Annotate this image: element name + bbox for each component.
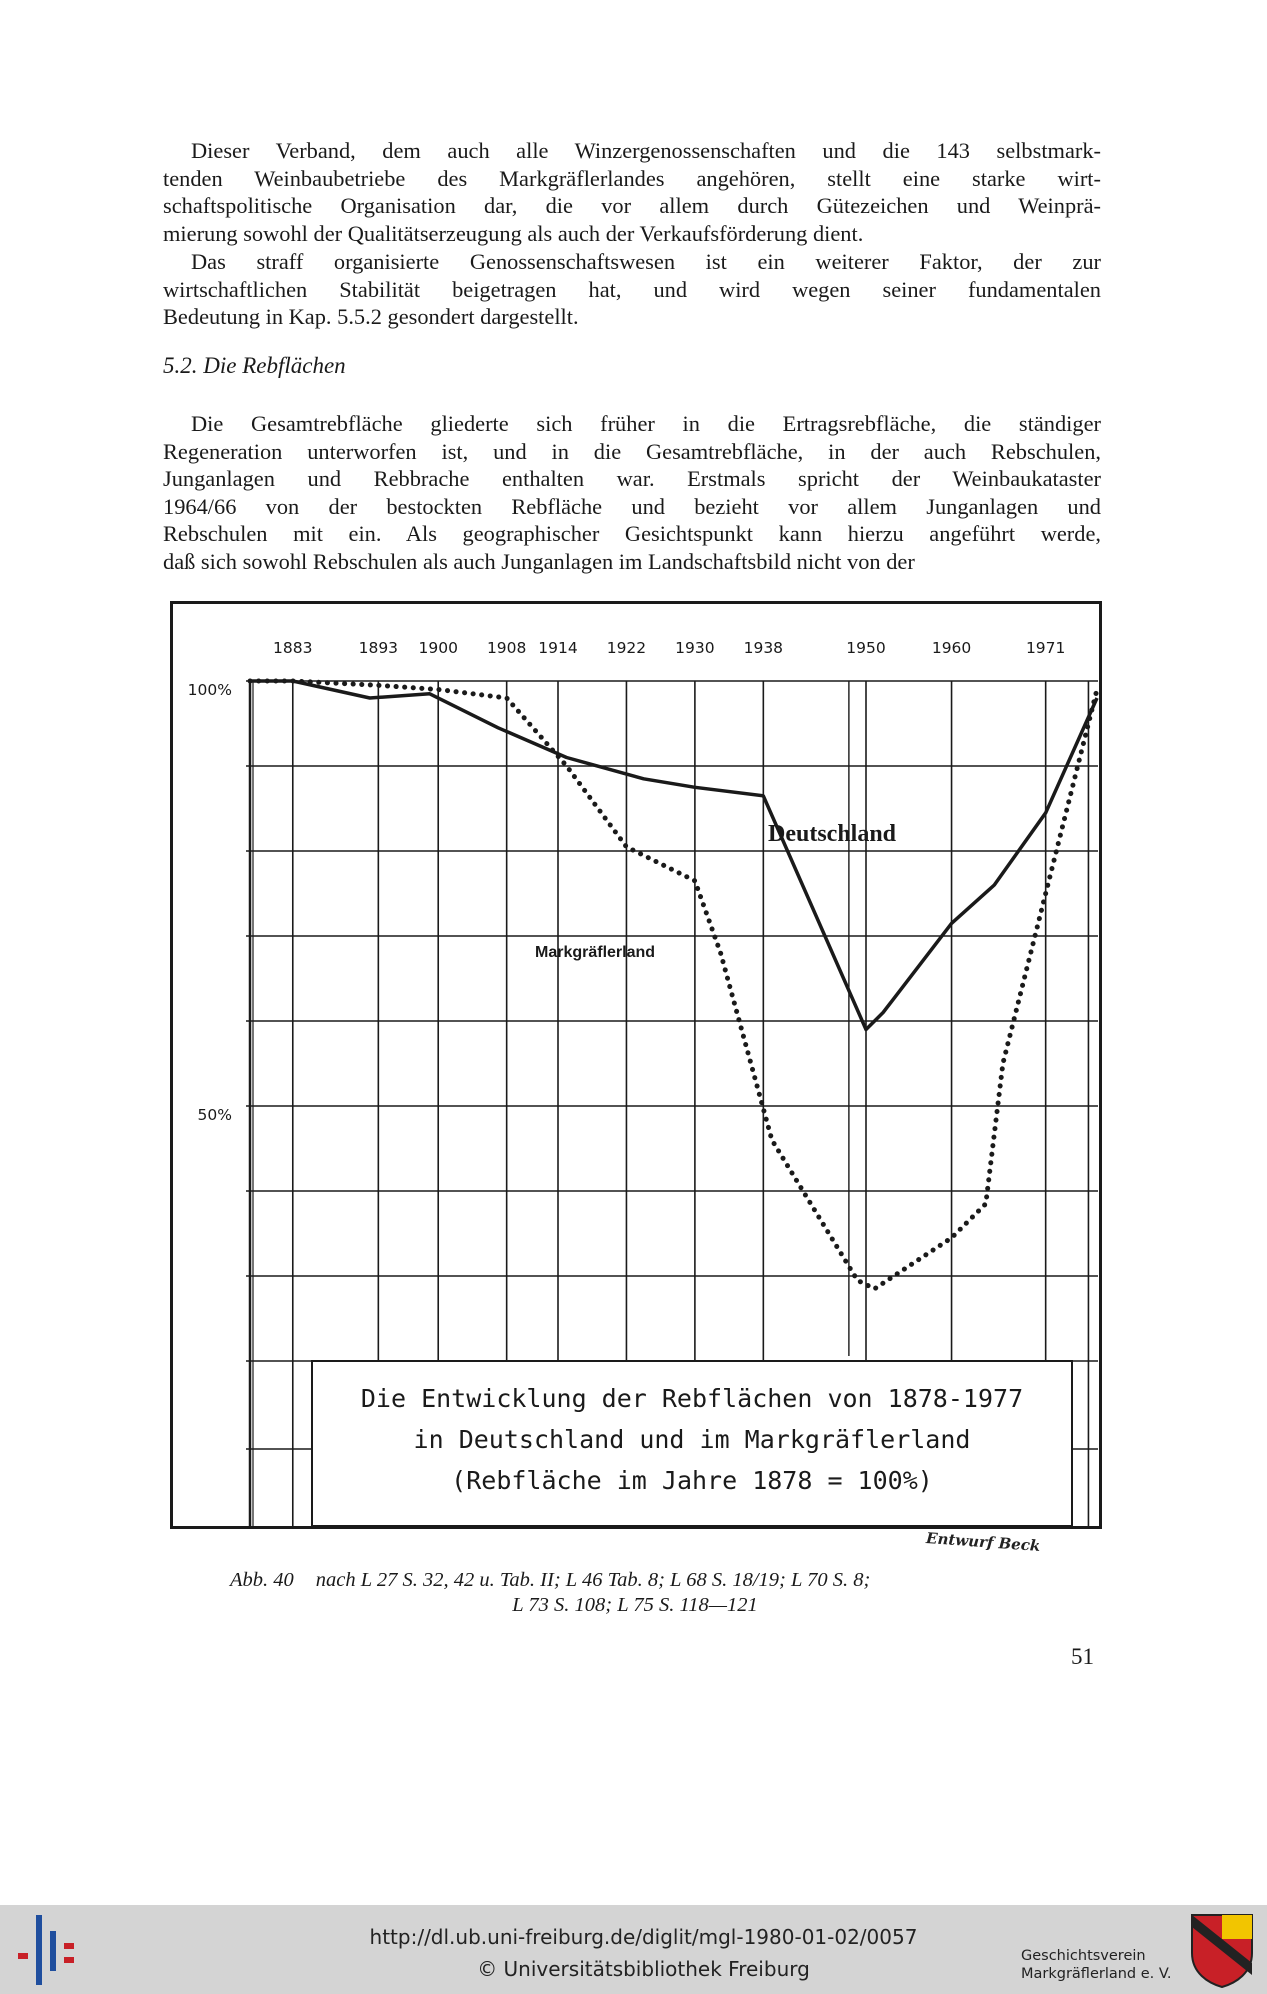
x-tick-label: 1893 xyxy=(358,639,399,657)
chart-title-line: (Rebfläche im Jahre 1878 = 100%) xyxy=(451,1466,933,1495)
rebflaechen-chart xyxy=(170,601,1102,1529)
footer-bar xyxy=(0,1905,1267,1994)
copyright-text: © Universitätsbibliothek Freiburg xyxy=(477,1957,810,1981)
x-tick-label: 1900 xyxy=(418,639,458,657)
chart-svg xyxy=(170,601,1102,1529)
series-line-markgraeflerland xyxy=(250,681,1097,1289)
x-tick-label: 1930 xyxy=(675,639,715,657)
x-tick-label: 1960 xyxy=(931,639,972,657)
paragraph-line: Junganlagen und Rebbrache enthalten war. Erstmals spricht der Weinbaukataster xyxy=(163,466,1101,492)
x-tick-label: 1950 xyxy=(846,639,886,657)
x-tick-label: 1914 xyxy=(538,639,578,657)
series-label-markgraeflerland: Markgräflerland xyxy=(535,944,656,961)
paragraph-line: tenden Weinbaubetriebe des Markgräflerlandes angehören, stellt eine starke wirt- xyxy=(163,165,1101,191)
paragraph-gesamtrebflaeche xyxy=(163,410,1101,576)
paragraph-line: Bedeutung in Kap. 5.5.2 gesondert dargestellt. xyxy=(163,304,579,330)
x-tick-label: 1922 xyxy=(606,639,647,657)
caption-line: L 73 S. 108; L 75 S. 118—121 xyxy=(512,1594,758,1616)
society-name xyxy=(1021,1947,1172,1983)
paragraph-line: Dieser Verband, dem auch alle Winzergenossenschaften und die 143 selbstmark- xyxy=(191,138,1101,163)
paragraph-line: 1964/66 von der bestockten Rebfläche und bezieht vor allem Junganlagen und xyxy=(163,493,1101,519)
section-heading: 5.2. Die Rebflächen xyxy=(163,353,346,378)
paragraph-verband xyxy=(163,137,1101,247)
series-label-deutschland: Deutschland xyxy=(768,821,897,847)
source-url-link[interactable]: http://dl.ub.uni-freiburg.de/diglit/mgl-1980-01-02/0057 xyxy=(369,1925,918,1949)
society-line: Markgräflerland e. V. xyxy=(1021,1966,1172,1982)
y-tick-label: 100% xyxy=(187,681,232,699)
paragraph-genossenschaft xyxy=(163,248,1101,331)
x-tick-label: 1883 xyxy=(273,639,313,657)
author-signature: Entwurf Beck xyxy=(925,1529,1041,1555)
paragraph-line: mierung sowohl der Qualitätserzeugung als auch der Verkaufsförderung dient. xyxy=(163,220,864,246)
x-tick-label: 1971 xyxy=(1025,639,1066,657)
paragraph-line: wirtschaftlichen Stabilität beigetragen hat, und wird wegen seiner fundamentalen xyxy=(163,276,1101,302)
chart-title-line: Die Entwicklung der Rebflächen von 1878-1977 xyxy=(360,1384,1024,1413)
x-tick-label: 1908 xyxy=(486,639,527,657)
society-line: Geschichtsverein xyxy=(1021,1948,1146,1964)
series-line-deutschland xyxy=(250,681,1097,1030)
coat-of-arms-icon xyxy=(1190,1913,1254,1989)
chart-title-line: in Deutschland und im Markgräflerland xyxy=(413,1425,971,1454)
paragraph-line: Rebschulen mit ein. Als geographischer Gesichtspunkt kann hierzu angeführt werde, xyxy=(163,521,1101,547)
page-number: 51 xyxy=(1071,1644,1094,1669)
y-tick-label: 50% xyxy=(197,1106,232,1124)
paragraph-line: Regeneration unterworfen ist, und in die Gesamtrebfläche, in der auch Rebschulen, xyxy=(163,438,1101,464)
paragraph-line: Das straff organisierte Genossenschaftswesen ist ein weiterer Faktor, der zur xyxy=(191,249,1101,274)
figure-caption xyxy=(230,1568,1030,1618)
caption-line: nach L 27 S. 32, 42 u. Tab. II; L 46 Tab. 8; L 68 S. 18/19; L 70 S. 8; xyxy=(315,1569,871,1591)
paragraph-line: schaftspolitische Organisation dar, die vor allem durch Gütezeichen und Weinprä- xyxy=(163,193,1101,219)
paragraph-line: Die Gesamtrebfläche gliederte sich früher in die Ertragsrebfläche, die ständiger xyxy=(191,411,1101,436)
paragraph-line: daß sich sowohl Rebschulen als auch Junganlagen im Landschaftsbild nicht von der xyxy=(163,548,915,574)
x-tick-label: 1938 xyxy=(743,639,784,657)
figure-label: Abb. 40 xyxy=(230,1569,294,1591)
